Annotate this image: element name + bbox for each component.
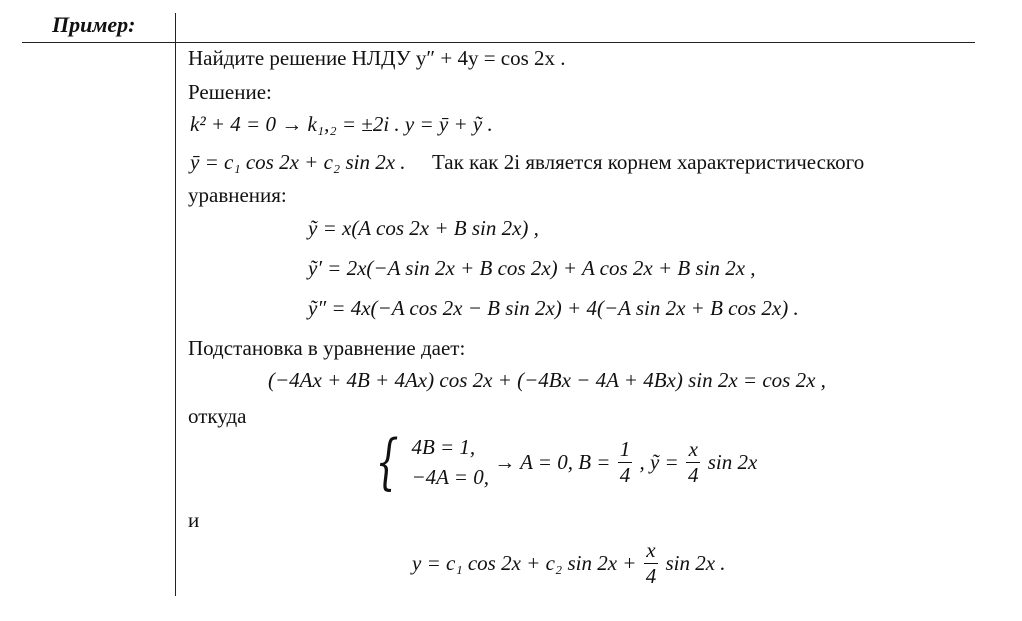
horizontal-rule [22, 42, 975, 43]
sine-term: sin 2x [707, 449, 758, 474]
whence-label: откуда [188, 404, 247, 428]
root-explanation: Так как 2i является корнем характеристического [432, 150, 865, 174]
second-derivative: ỹ″ = 4x(−A cos 2x − B sin 2x) + 4(−A sin 2x + B cos 2x) . [308, 296, 799, 320]
fraction-denominator: 4 [619, 462, 631, 487]
solution-label: Решение: [188, 80, 272, 104]
substituted-equation: (−4Ax + 4B + 4Ax) cos 2x + (−4Bx − 4A + 4Bx) sin 2x = cos 2x , [268, 368, 826, 392]
fraction-numerator: 1 [619, 436, 631, 461]
fraction-numerator: x [646, 538, 656, 562]
problem-statement: Найдите решение НЛДУ y″ + 4y = cos 2x . [188, 46, 566, 70]
characteristic-equation: k² + 4 = 0 → k₁,₂ = ±2i . y = ȳ + ỹ . [190, 112, 493, 136]
fraction-denominator: 4 [687, 462, 699, 487]
fraction-one-quarter [618, 436, 633, 487]
final-solution-tail: sin 2x . [665, 551, 726, 575]
coefficient-system [368, 427, 758, 498]
final-solution [412, 540, 726, 587]
left-brace: { [375, 427, 399, 498]
particular-solution: ỹ = x(A cos 2x + B sin 2x) , [308, 216, 539, 240]
example-heading: Пример: [52, 12, 136, 37]
and-label: и [188, 508, 200, 532]
fraction-denominator: 4 [645, 564, 657, 588]
system-equation-1: 4B = 1, [411, 435, 476, 459]
substitution-label: Подстановка в уравнение дает: [188, 336, 466, 360]
equation-label: уравнения: [188, 183, 287, 207]
first-derivative: ỹ′ = 2x(−A sin 2x + B cos 2x) + A cos 2x + B sin 2x , [308, 256, 756, 280]
homogeneous-solution: ȳ = c₁ cos 2x + c₂ sin 2x . [190, 150, 406, 174]
fraction-x-quarter [686, 436, 701, 487]
vertical-rule [175, 13, 176, 596]
coefficient-values: → A = 0, B = [494, 449, 611, 474]
system-equation-2: −4A = 0, [411, 465, 489, 490]
final-solution-head: y = c₁ cos 2x + c₂ sin 2x + [412, 551, 637, 575]
particular-label: , ỹ = [639, 449, 679, 474]
fraction-numerator: x [688, 436, 698, 461]
fraction-x-quarter-final [644, 540, 659, 587]
